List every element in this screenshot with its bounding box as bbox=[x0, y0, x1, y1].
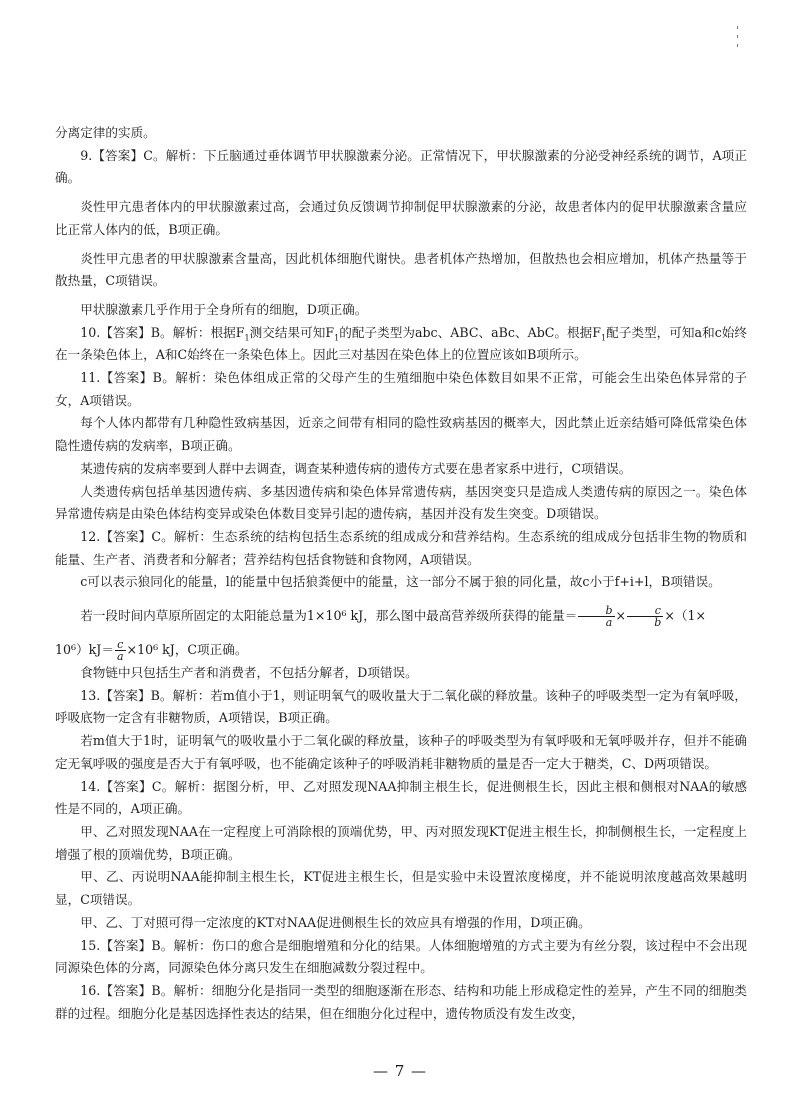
paragraph: 若m值大于1时，证明氧气的吸收量小于二氧化碳的释放量，该种子的呼吸类型为有氧呼吸和无氧呼吸并存，但并不能确定无氧呼吸的强度是否大于有氧呼吸，也不能确定该种子的呼吸消耗非糖物质的量是否一定大于糖类，C、D两项错误。 bbox=[55, 733, 747, 771]
paragraph: 每个人体内都带有几种隐性致病基因，近亲之间带有相同的隐性致病基因的概率大，因此禁止近亲结婚可降低常染色体隐性遗传病的发病率，B项正确。 bbox=[55, 415, 747, 454]
paragraph: 人类遗传病包括单基因遗传病、多基因遗传病和染色体异常遗传病，基因突变只是造成人类遗传病的原因之一。染色体异常遗传病是由染色体结构变异或染色体数目变异引起的遗传病，基因并没有发生突变。D项错误。 bbox=[55, 483, 747, 522]
answer-11: 11.【答案】B。解析：染色体组成正常的父母产生的生殖细胞中染色体数目如果不正常，可能会生出染色体异常的子女，A项错误。 bbox=[55, 370, 747, 408]
times-sign: × bbox=[615, 608, 627, 624]
subscript: 1 bbox=[334, 333, 340, 343]
scan-mark bbox=[737, 35, 738, 38]
paragraph: 甲、乙、丁对照可得一定浓度的KT对NAA促进侧根生长的效应具有增强的作用，D项正确。 bbox=[80, 914, 591, 930]
numerator: b bbox=[578, 605, 614, 617]
fraction bbox=[627, 605, 663, 628]
paragraph: 炎性甲亢患者体内的甲状腺激素过高，会通过负反馈调节抑制促甲状腺激素的分泌，故患者体内的促甲状腺激素含量应比正常人体内的低，B项正确。 bbox=[55, 199, 747, 237]
paragraph: 食物链中只包括生产者和消费者，不包括分解者，D项错误。 bbox=[80, 665, 418, 681]
text-run: 10.【答案】B。解析：根据F bbox=[80, 324, 245, 340]
energy-formula-line bbox=[55, 605, 747, 628]
scan-mark bbox=[737, 44, 738, 47]
answer-13: 13.【答案】B。解析：若m值小于1，则证明氧气的吸收量大于二氧化碳的释放量。该种子的呼吸类型一定为有氧呼吸，呼吸底物一定含有非糖物质，A项错误，B项正确。 bbox=[55, 687, 747, 726]
numerator: c bbox=[627, 605, 663, 617]
subscript: 1 bbox=[244, 333, 250, 343]
text-run: 的配子类型为abc、ABC、aBc、AbC。根据F bbox=[339, 324, 602, 340]
paragraph: c可以表示狼同化的能量，l的能量中包括狼粪便中的能量，这一部分不属于狼的同化量，故c小于f+i+l，B项错误。 bbox=[80, 574, 721, 590]
subscript: 1 bbox=[601, 333, 607, 343]
denominator: a bbox=[605, 616, 613, 630]
answer-15: 15.【答案】B。解析：伤口的愈合是细胞增殖和分化的结果。人体细胞增殖的方式主要为有丝分裂，该过程中不会出现同源染色体的分离，同源染色体分离只发生在细胞减数分裂过程中。 bbox=[55, 937, 747, 976]
text-run: 配子类型，可知a和c始终在一条染色体上，A和C始终在一条染色体上。因此三对基因在染色体上的位置应该如B项所示。 bbox=[55, 324, 747, 363]
answer-16: 16.【答案】B。解析：细胞分化是指同一类型的细胞逐渐在形态、结构和功能上形成稳定性的差异，产生不同的细胞类群的过程。细胞分化是基因选择性表达的结果，但在细胞分化过程中，遗传物质没有发生改变， bbox=[55, 982, 747, 1021]
fraction bbox=[115, 639, 126, 662]
text-run: 测交结果可知F bbox=[249, 324, 335, 340]
text-run: 10⁶）kJ＝ bbox=[55, 642, 114, 658]
paragraph: 分离定律的实质。 bbox=[55, 125, 156, 140]
text-run: 若一段时间内草原所固定的太阳能总量为1×10⁶ kJ，那么图中最高营养级所获得的能量＝ bbox=[80, 608, 578, 624]
answer-12: 12.【答案】C。解析：生态系统的结构包括生态系统的组成成分和营养结构。生态系统的组成成分包括非生物的物质和能量、生产者、消费者和分解者；营养结构包括食物链和食物网，A项错误。 bbox=[55, 528, 747, 567]
scan-mark bbox=[737, 26, 738, 29]
paragraph: 甲、乙、丙说明NAA能抑制主根生长，KT促进主根生长，但是实验中未设置浓度梯度，并不能说明浓度越高效果越明显，C项错误。 bbox=[55, 869, 747, 908]
paragraph: 甲状腺激素几乎作用于全身所有的细胞，D项正确。 bbox=[80, 301, 368, 317]
answer-14: 14.【答案】C。解析：据图分析，甲、乙对照发现NAA抑制主根生长，促进侧根生长，因此主根和侧根对NAA的敏感性是不同的，A项正确。 bbox=[55, 778, 747, 817]
numerator: c bbox=[115, 639, 126, 651]
answer-text-body bbox=[55, 122, 747, 1025]
text-run: ×（1× bbox=[664, 608, 707, 624]
page-number: — 7 — bbox=[372, 1062, 428, 1080]
paragraph: 甲、乙对照发现NAA在一定程度上可消除根的顶端优势，甲、丙对照发现KT促进主根生长，抑制侧根生长，一定程度上增强了根的顶端优势，B项正确。 bbox=[55, 823, 747, 862]
denominator: a bbox=[116, 650, 124, 664]
answer-10 bbox=[55, 322, 747, 367]
text-run: ×10⁶ kJ，C项正确。 bbox=[126, 642, 248, 658]
answer-9: 9.【答案】C。解析：下丘脑通过垂体调节甲状腺激素分泌。正常情况下，甲状腺激素的分泌受神经系统的调节，A项正确。 bbox=[55, 147, 747, 186]
paragraph: 炎性甲亢患者的甲状腺激素含量高，因此机体细胞代谢快。患者机体产热增加，但散热也会相应增加，机体产热量等于散热量，C项错误。 bbox=[55, 250, 747, 289]
paragraph: 某遗传病的发病率要到人群中去调查，调查某种遗传病的遗传方式要在患者家系中进行，C项错误。 bbox=[80, 460, 632, 476]
denominator: b bbox=[654, 616, 662, 630]
fraction bbox=[578, 605, 614, 628]
energy-formula-line bbox=[55, 639, 747, 662]
